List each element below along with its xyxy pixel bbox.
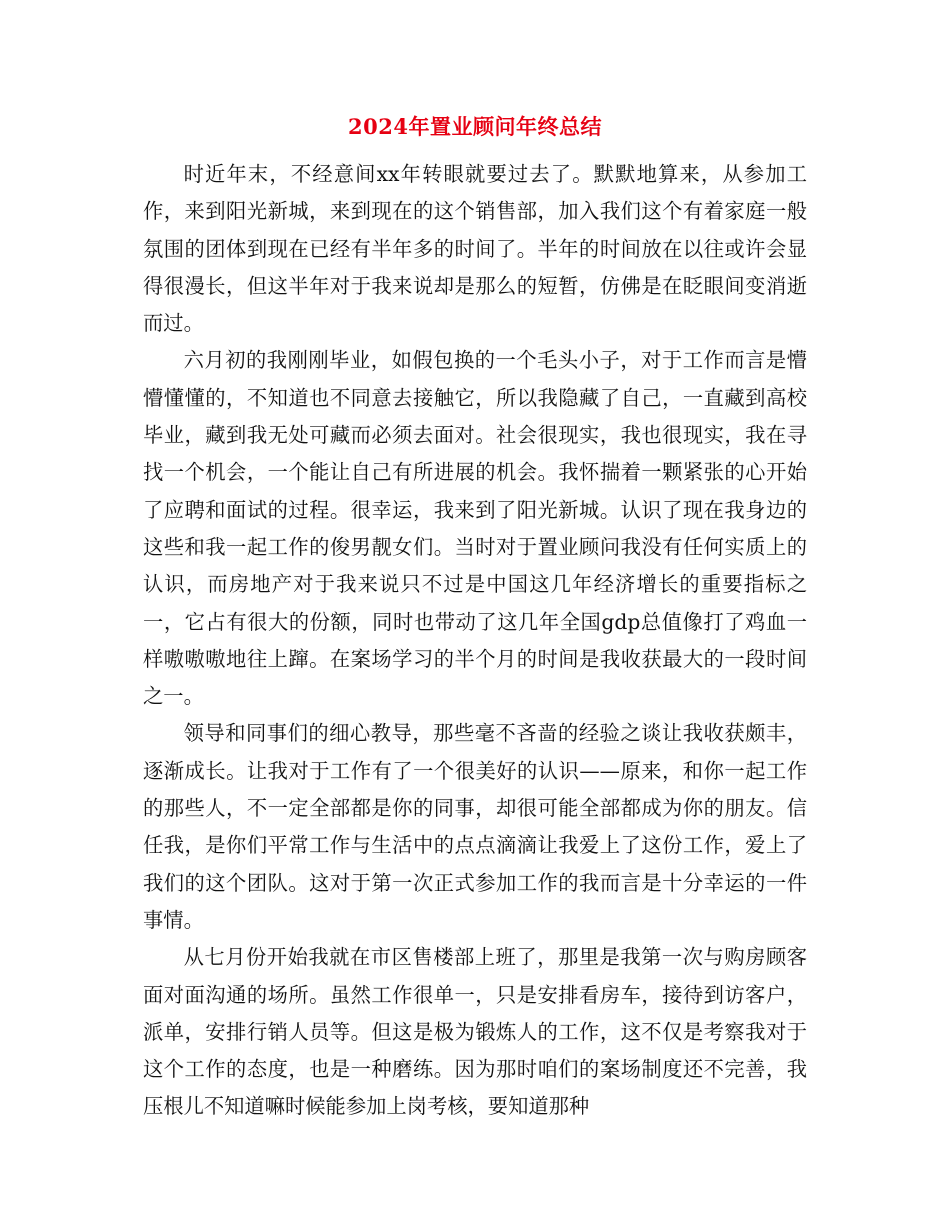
document-title: 2024年置业顾问年终总结	[348, 114, 602, 139]
paragraph-1: 时近年末，不经意间xx年转眼就要过去了。默默地算来，从参加工作，来到阳光新城，来到现在的这个销售部，加入我们这个有着家庭一般氛围的团体到现在已经有半年多的时间了。半年的时间放在以往或许会显得很漫长，但这半年对于我来说却是那么的短暂，仿佛是在眨眼间变消逝而过。	[143, 162, 807, 336]
paragraph-4: 从七月份开始我就在市区售楼部上班了，那里是我第一次与购房顾客面对面沟通的场所。虽然工作很单一，只是安排看房车，接待到访客户，派单，安排行销人员等。但这是极为锻炼人的工作，这不仅是考察我对于这个工作的态度，也是一种磨练。因为那时咱们的案场制度还不完善，我压根儿不知道嘛时候能参加上岗考核，要知道那种	[143, 945, 807, 1119]
document-body	[143, 156, 807, 1126]
paragraph-3: 领导和同事们的细心教导，那些毫不吝啬的经验之谈让我收获颇丰，逐渐成长。让我对于工作有了一个很美好的认识——原来，和你一起工作的那些人，不一定全部都是你的同事，却很可能全部都成为你的朋友。信任我，是你们平常工作与生活中的点点滴滴让我爱上了这份工作，爱上了我们的这个团队。这对于第一次正式参加工作的我而言是十分幸运的一件事情。	[143, 721, 807, 932]
paragraph-2: 六月初的我刚刚毕业，如假包换的一个毛头小子，对于工作而言是懵懵懂懂的，不知道也不同意去接触它，所以我隐藏了自己，一直藏到高校毕业，藏到我无处可藏而必须去面对。社会很现实，我也很现实，我在寻找一个机会，一个能让自己有所进展的机会。我怀揣着一颗紧张的心开始了应聘和面试的过程。很幸运，我来到了阳光新城。认识了现在我身边的这些和我一起工作的俊男靓女们。当时对于置业顾问我没有任何实质上的认识，而房地产对于我来说只不过是中国这几年经济增长的重要指标之一，它占有很大的份额，同时也带动了这几年全国gdp总值像打了鸡血一样嗷嗷嗷地往上蹿。在案场学习的半个月的时间是我收获最大的一段时间之一。	[143, 348, 807, 709]
